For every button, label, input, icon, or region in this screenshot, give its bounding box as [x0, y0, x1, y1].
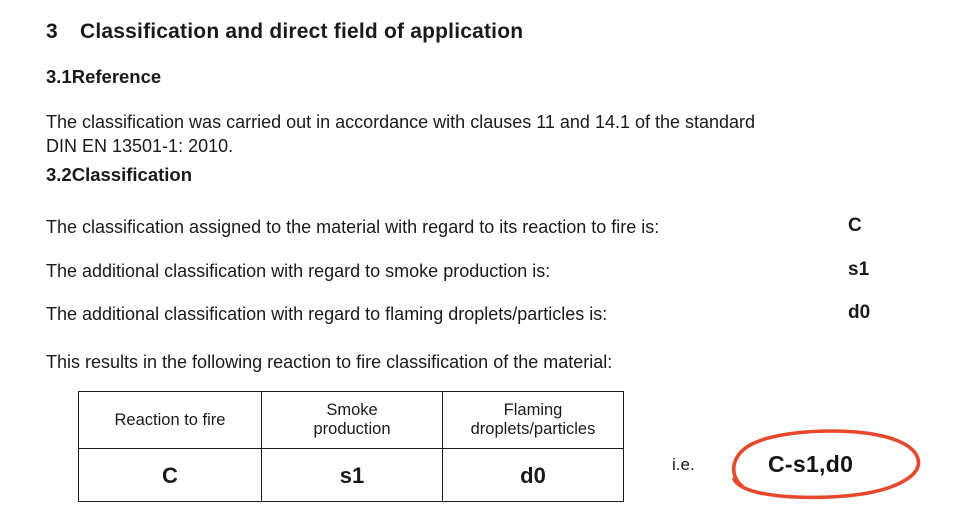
reference-paragraph-line1: The classification was carried out in accordance with clauses 11 and 14.1 of the standard: [46, 112, 756, 132]
subsection-title-classification: Classification: [71, 164, 193, 185]
table-header-row: [79, 392, 624, 449]
subsection-title-reference: Reference: [71, 66, 162, 87]
section-title: Classification and direct field of application: [80, 20, 524, 43]
subsection-number-reference: 3.1: [46, 66, 72, 87]
table-header-smoke-production-line1: Smoke: [326, 401, 378, 419]
statement-smoke-production: The additional classification with regard to smoke production is:: [46, 261, 551, 281]
reference-paragraph-line2: DIN EN 13501-1: 2010.: [46, 136, 234, 156]
statement-value-flaming-droplets: d0: [848, 302, 871, 323]
ie-label: i.e.: [672, 455, 695, 474]
statement-value-reaction-to-fire: C: [848, 215, 862, 236]
table-header-smoke-production-line2: production: [313, 420, 391, 438]
table-cell-flaming-droplets: d0: [443, 449, 624, 502]
classification-result-text: C-s1,d0: [768, 451, 854, 477]
table-header-flaming-droplets-line2: droplets/particles: [470, 420, 596, 438]
result-intro-paragraph: This results in the following reaction to fire classification of the material:: [46, 352, 613, 372]
table-cell-smoke-production: s1: [262, 449, 443, 502]
classification-table: [78, 391, 624, 502]
statement-flaming-droplets: The additional classification with regard to flaming droplets/particles is:: [46, 304, 608, 324]
table-header-flaming-droplets: [443, 392, 624, 449]
subsection-heading-classification: [46, 164, 192, 186]
table-header-flaming-droplets-line1: Flaming: [503, 401, 563, 419]
handwritten-annotation: [722, 424, 928, 502]
subsection-number-classification: 3.2: [46, 164, 72, 185]
statement-value-smoke-production: s1: [848, 259, 870, 280]
statement-reaction-to-fire: The classification assigned to the material with regard to its reaction to fire is:: [46, 217, 660, 237]
table-header-smoke-production: [262, 392, 443, 449]
subsection-heading-reference: [46, 66, 161, 88]
table-header-reaction-to-fire: Reaction to fire: [79, 392, 262, 449]
section-heading: [46, 20, 523, 44]
section-number: 3: [46, 20, 58, 43]
table-cell-reaction-to-fire: C: [79, 449, 262, 502]
table-row: [79, 449, 624, 502]
